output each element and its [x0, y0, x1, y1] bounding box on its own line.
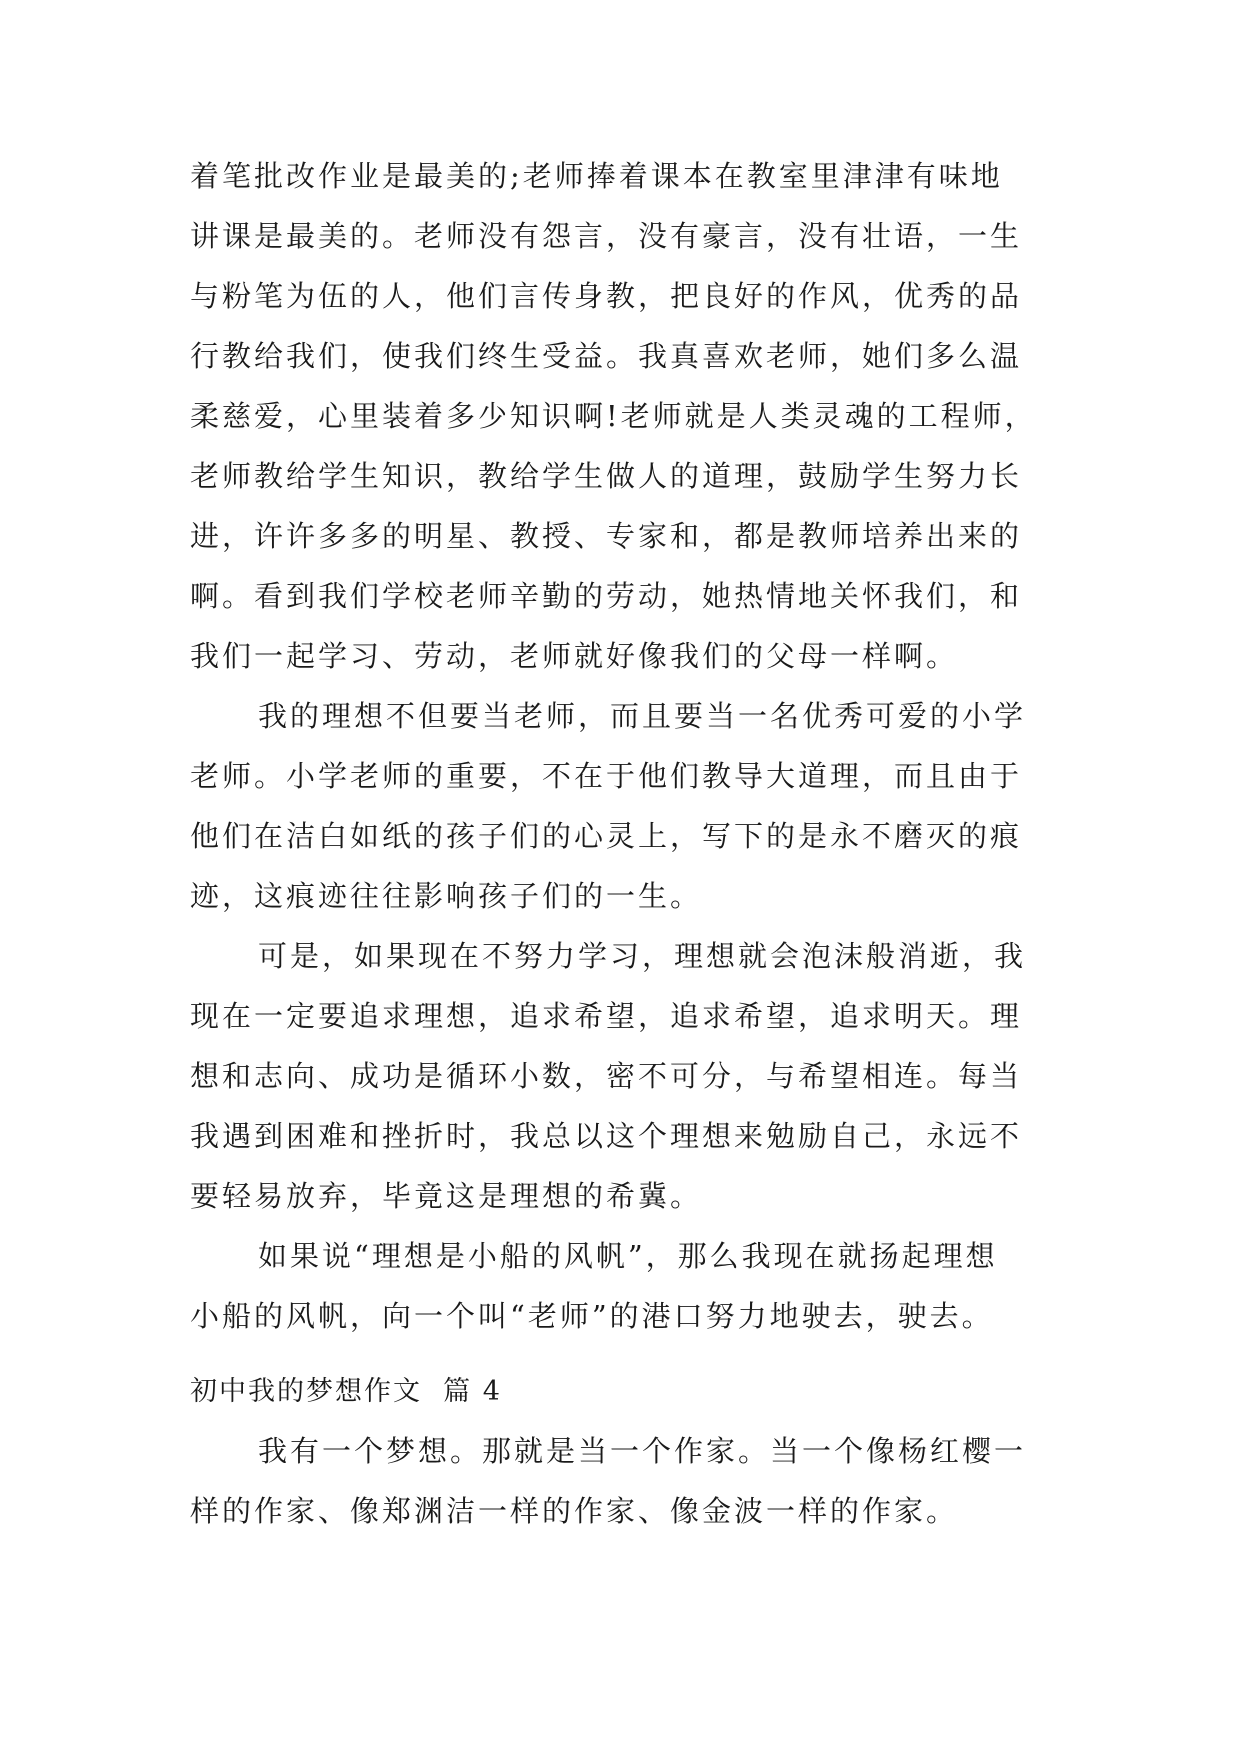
text-line: 我们一起学习、劳动，老师就好像我们的父母一样啊。	[190, 639, 959, 673]
text-line: 着笔批改作业是最美的;老师捧着课本在教室里津津有味地	[190, 159, 1003, 193]
paragraph	[190, 686, 1050, 926]
text-line: 如果说“理想是小船的风帆”，那么我现在就扬起理想	[258, 1239, 998, 1273]
text-line: 我的理想不但要当老师，而且要当一名优秀可爱的小学	[258, 699, 1027, 733]
text-line: 与粉笔为伍的人，他们言传身教，把良好的作风，优秀的品	[190, 279, 1023, 313]
text-line: 他们在洁白如纸的孩子们的心灵上，写下的是永不磨灭的痕	[190, 819, 1023, 853]
text-line: 可是，如果现在不努力学习，理想就会泡沫般消逝，我	[258, 939, 1027, 973]
text-line: 老师。小学老师的重要，不在于他们教导大道理，而且由于	[190, 759, 1023, 793]
text-line: 我有一个梦想。那就是当一个作家。当一个像杨红樱一	[258, 1434, 1027, 1468]
text-line: 行教给我们，使我们终生受益。我真喜欢老师，她们多么温	[190, 339, 1023, 373]
section-heading: 初中我的梦想作文 篇 4	[190, 1376, 502, 1407]
text-line: 样的作家、像郑渊洁一样的作家、像金波一样的作家。	[190, 1494, 959, 1528]
text-line: 老师教给学生知识，教给学生做人的道理，鼓励学生努力长	[190, 459, 1023, 493]
text-line: 柔慈爱，心里装着多少知识啊!老师就是人类灵魂的工程师，	[190, 399, 1037, 433]
text-line: 要轻易放弃，毕竟这是理想的希冀。	[190, 1179, 703, 1213]
paragraph	[190, 1421, 1050, 1541]
text-line: 迹，这痕迹往往影响孩子们的一生。	[190, 879, 703, 913]
text-line: 小船的风帆，向一个叫“老师”的港口努力地驶去，驶去。	[190, 1299, 994, 1333]
text-line: 我遇到困难和挫折时，我总以这个理想来勉励自己，永远不	[190, 1119, 1023, 1153]
text-line: 啊。看到我们学校老师辛勤的劳动，她热情地关怀我们，和	[190, 579, 1023, 613]
text-line: 讲课是最美的。老师没有怨言，没有豪言，没有壮语，一生	[190, 219, 1023, 253]
essay-body	[190, 146, 1050, 1346]
text-line: 现在一定要追求理想，追求希望，追求希望，追求明天。理	[190, 999, 1023, 1033]
paragraph	[190, 926, 1050, 1226]
paragraph	[190, 1226, 1050, 1346]
text-line: 进，许许多多的明星、教授、专家和，都是教师培养出来的	[190, 519, 1023, 553]
paragraph	[190, 146, 1050, 686]
section-body	[190, 1421, 1050, 1541]
text-line: 想和志向、成功是循环小数，密不可分，与希望相连。每当	[190, 1059, 1023, 1093]
